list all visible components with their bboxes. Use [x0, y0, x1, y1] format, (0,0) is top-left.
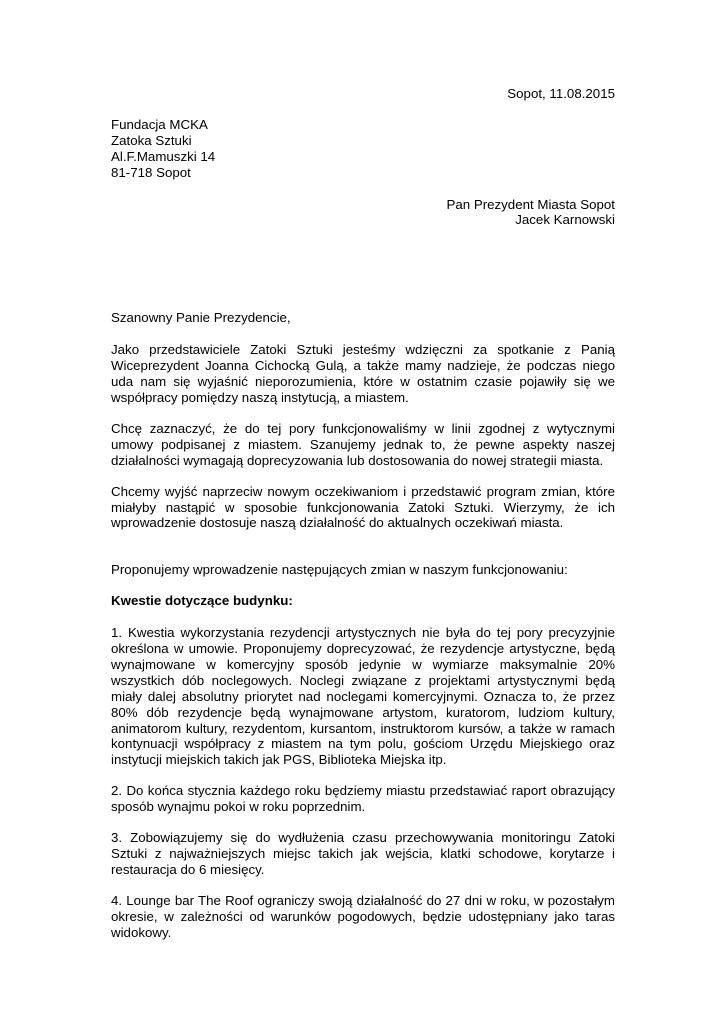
body-paragraph: Jako przedstawiciele Zatoki Sztuki jesteśmy wdzięczni za spotkanie z Panią Wiceprezydent Joanna Cichocką Gulą, a także mamy nadzieje, że podczas niego uda nam się wyjaśnić nieporozumienia, które w ostatnim czasie pojawiły się we współpracy pomiędzy naszą instytucją, a miastem. — [111, 342, 615, 405]
body-paragraph: Chcę zaznaczyć, że do tej pory funkcjonowaliśmy w linii zgodnej z wytycznymi umowy podpisanej z miastem. Szanujemy jednak to, że pewne aspekty naszej działalności wymagają doprecyzowania lub dostosowania do nowej strategii miasta. — [111, 420, 615, 468]
letter-page — [111, 86, 615, 941]
letter-date: Sopot, 11.08.2015 — [507, 86, 615, 101]
recipient-line: Jacek Karnowski — [515, 212, 615, 228]
recipient-address — [111, 197, 615, 229]
sender-line: Zatoka Sztuki — [111, 132, 192, 148]
list-item: 3. Zobowiązujemy się do wydłużenia czasu przechowywania monitoringu Zatoki Sztuki z najważniejszych miejsc takich jak wejścia, klatki schodowe, korytarze i restauracja do 6 miesięcy. — [111, 830, 615, 877]
sender-line: Fundacja MCKA — [111, 116, 208, 132]
list-item: 2. Do końca stycznia każdego roku będziemy miastu przedstawiać raport obrazujący sposób wynajmu pokoi w roku poprzednim. — [111, 783, 615, 815]
recipient-line: Pan Prezydent Miasta Sopot — [446, 196, 615, 212]
list-item: 4. Lounge bar The Roof ograniczy swoją działalność do 27 dni w roku, w pozostałym okresie, w zależności od warunków pogodowych, będzie udostępniany jako taras widokowy. — [111, 892, 615, 940]
sender-address — [111, 117, 615, 181]
list-item: 1. Kwestia wykorzystania rezydencji artystycznych nie była do tej pory precyzyjnie określona w umowie. Proponujemy doprecyzować, że rezydencje artystyczne, będą wynajmowane w komercyjny sposób jedynie w wymiarze maksymalnie 20% wszystkich dób noclegowych. Noclegi związane z projektami artystycznymi będą miały dalej absolutny priorytet nad noclegami komercyjnymi. Oznacza to, że przez 80% dób rezydencje będą wynajmowane artystom, kuratorom, ludziom kultury, animatorom kultury, rezydentom, kursantom, instruktorom kursów, a także w ramach kontynuacji współpracy z miastem na tym polu, gościom Urzędu Miejskiego oraz instytucji miejskich takich jak PGS, Biblioteka Miejska itp. — [111, 625, 615, 768]
sender-line: Al.F.Mamuszki 14 — [111, 148, 216, 164]
body-paragraph: Proponujemy wprowadzenie następujących zmian w naszym funkcjonowaniu: — [111, 562, 568, 578]
section-heading: Kwestie dotyczące budynku: — [111, 593, 293, 609]
body-paragraph: Chcemy wyjść naprzeciw nowym oczekiwaniom i przedstawić program zmian, które miałyby nastąpić w sposobie funkcjonowania Zatoki Sztuki. Wierzymy, że ich wprowadzenie dostosuje naszą działalność do aktualnych oczekiwań miasta. — [111, 483, 615, 531]
salutation: Szanowny Panie Prezydencie, — [111, 310, 291, 326]
sender-line: 81-718 Sopot — [111, 164, 191, 180]
